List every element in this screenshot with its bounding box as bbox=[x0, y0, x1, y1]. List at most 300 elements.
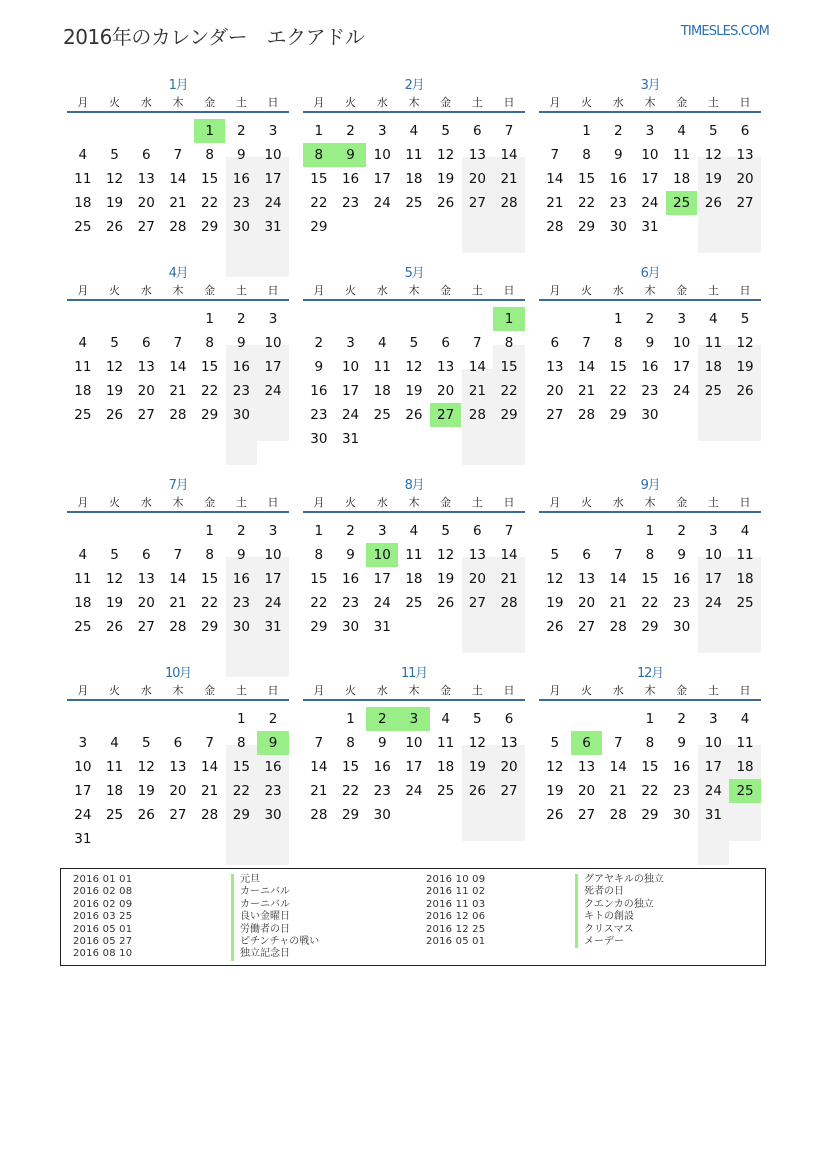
day-cell[interactable]: 8 bbox=[346, 735, 355, 751]
day-cell[interactable]: 12 bbox=[468, 735, 486, 751]
day-cell[interactable]: 17 bbox=[405, 759, 423, 775]
day-cell[interactable]: 15 bbox=[577, 171, 596, 187]
day-cell[interactable]: 2 bbox=[677, 711, 686, 727]
day-cell[interactable]: 2 bbox=[237, 311, 246, 327]
day-cell[interactable]: 13 bbox=[468, 147, 486, 163]
day-cell[interactable]: 27 bbox=[468, 595, 486, 611]
day-cell[interactable]: 12 bbox=[137, 759, 155, 775]
day-cell[interactable]: 11 bbox=[405, 147, 423, 163]
day-cell[interactable]: 16 bbox=[673, 759, 691, 775]
day-cell[interactable]: 6 bbox=[473, 523, 482, 539]
day-cell[interactable]: 1 bbox=[237, 711, 246, 727]
day-cell[interactable]: 20 bbox=[137, 195, 155, 211]
day-cell[interactable]: 6 bbox=[740, 123, 750, 139]
day-cell[interactable]: 16 bbox=[341, 171, 360, 187]
day-cell[interactable]: 22 bbox=[201, 595, 219, 611]
day-cell[interactable]: 17 bbox=[673, 359, 691, 375]
day-cell[interactable]: 26 bbox=[405, 407, 423, 423]
day-cell[interactable]: 14 bbox=[169, 571, 187, 587]
day-cell[interactable]: 29 bbox=[500, 407, 518, 423]
day-cell[interactable]: 2 bbox=[677, 523, 686, 539]
day-cell[interactable]: 26 bbox=[437, 595, 455, 611]
day-cell[interactable]: 15 bbox=[500, 359, 518, 375]
day-cell[interactable]: 18 bbox=[405, 171, 423, 187]
day-cell[interactable]: 19 bbox=[704, 171, 722, 187]
day-cell[interactable]: 11 bbox=[74, 359, 92, 375]
day-cell[interactable]: 13 bbox=[500, 735, 518, 751]
day-cell[interactable]: 7 bbox=[504, 123, 514, 139]
day-cell[interactable]: 22 bbox=[500, 383, 518, 399]
day-cell[interactable]: 8 bbox=[205, 147, 214, 163]
day-cell[interactable]: 19 bbox=[105, 383, 124, 399]
day-cell[interactable]: 10 bbox=[264, 147, 282, 163]
day-cell[interactable]: 21 bbox=[546, 195, 564, 211]
day-cell[interactable]: 18 bbox=[74, 595, 92, 611]
day-cell[interactable]: 15 bbox=[201, 571, 219, 587]
day-cell[interactable]: 30 bbox=[232, 219, 250, 235]
day-cell[interactable]: 3 bbox=[78, 735, 88, 751]
day-cell[interactable]: 27 bbox=[169, 807, 187, 823]
day-cell[interactable]: 12 bbox=[704, 147, 722, 163]
day-cell[interactable]: 15 bbox=[232, 759, 250, 775]
day-cell[interactable]: 25 bbox=[437, 783, 455, 799]
day-cell[interactable]: 7 bbox=[550, 147, 560, 163]
day-cell[interactable]: 15 bbox=[201, 359, 219, 375]
day-cell[interactable]: 1 bbox=[346, 711, 355, 727]
day-cell[interactable]: 1 bbox=[613, 311, 623, 327]
day-cell[interactable]: 3 bbox=[377, 123, 387, 139]
day-cell[interactable]: 6 bbox=[141, 547, 151, 563]
day-cell[interactable]: 10 bbox=[373, 147, 391, 163]
day-cell[interactable]: 26 bbox=[105, 407, 124, 423]
day-cell[interactable]: 23 bbox=[641, 383, 659, 399]
day-cell[interactable]: 22 bbox=[341, 783, 360, 799]
day-cell[interactable]: 14 bbox=[468, 359, 486, 375]
day-cell[interactable]: 19 bbox=[736, 359, 754, 375]
day-cell[interactable]: 10 bbox=[704, 547, 722, 563]
day-cell[interactable]: 3 bbox=[677, 311, 686, 327]
day-cell[interactable]: 16 bbox=[310, 383, 328, 399]
day-cell[interactable]: 13 bbox=[437, 359, 455, 375]
day-cell[interactable]: 2 bbox=[346, 523, 355, 539]
day-cell[interactable]: 27 bbox=[500, 783, 518, 799]
day-cell[interactable]: 30 bbox=[310, 431, 328, 447]
day-cell[interactable]: 12 bbox=[105, 571, 124, 587]
day-cell[interactable]: 8 bbox=[205, 335, 214, 351]
day-cell[interactable]: 28 bbox=[577, 407, 596, 423]
day-cell[interactable]: 13 bbox=[736, 147, 754, 163]
day-cell[interactable]: 12 bbox=[546, 759, 564, 775]
day-cell[interactable]: 23 bbox=[232, 383, 250, 399]
day-cell[interactable]: 28 bbox=[169, 407, 187, 423]
day-cell[interactable]: 14 bbox=[546, 171, 564, 187]
day-cell[interactable]: 17 bbox=[704, 571, 722, 587]
day-cell[interactable]: 10 bbox=[641, 147, 659, 163]
day-cell[interactable]: 22 bbox=[641, 595, 659, 611]
day-cell[interactable]: 7 bbox=[504, 523, 514, 539]
day-cell[interactable]: 22 bbox=[201, 383, 219, 399]
day-cell[interactable]: 22 bbox=[310, 595, 328, 611]
day-cell[interactable]: 26 bbox=[546, 619, 564, 635]
holiday-day-cell[interactable]: 25 bbox=[729, 779, 761, 803]
day-cell[interactable]: 17 bbox=[373, 171, 391, 187]
day-cell[interactable]: 5 bbox=[709, 123, 718, 139]
day-cell[interactable]: 11 bbox=[74, 571, 92, 587]
day-cell[interactable]: 25 bbox=[373, 407, 391, 423]
holiday-day-cell[interactable]: 3 bbox=[398, 707, 430, 731]
day-cell[interactable]: 23 bbox=[232, 195, 250, 211]
day-cell[interactable]: 23 bbox=[310, 407, 328, 423]
day-cell[interactable]: 5 bbox=[550, 547, 560, 563]
day-cell[interactable]: 11 bbox=[74, 171, 92, 187]
day-cell[interactable]: 24 bbox=[373, 195, 391, 211]
day-cell[interactable]: 26 bbox=[105, 619, 124, 635]
day-cell[interactable]: 29 bbox=[310, 619, 328, 635]
day-cell[interactable]: 4 bbox=[78, 547, 88, 563]
day-cell[interactable]: 8 bbox=[237, 735, 246, 751]
day-cell[interactable]: 4 bbox=[441, 711, 450, 727]
day-cell[interactable]: 15 bbox=[201, 171, 219, 187]
day-cell[interactable]: 19 bbox=[105, 595, 124, 611]
day-cell[interactable]: 1 bbox=[314, 123, 324, 139]
day-cell[interactable]: 25 bbox=[105, 807, 124, 823]
day-cell[interactable]: 18 bbox=[704, 359, 722, 375]
day-cell[interactable]: 4 bbox=[110, 735, 119, 751]
day-cell[interactable]: 21 bbox=[169, 195, 187, 211]
day-cell[interactable]: 11 bbox=[373, 359, 391, 375]
day-cell[interactable]: 30 bbox=[264, 807, 282, 823]
day-cell[interactable]: 30 bbox=[609, 219, 627, 235]
day-cell[interactable]: 21 bbox=[577, 383, 596, 399]
day-cell[interactable]: 10 bbox=[405, 735, 423, 751]
day-cell[interactable]: 24 bbox=[704, 595, 722, 611]
day-cell[interactable]: 5 bbox=[441, 123, 450, 139]
day-cell[interactable]: 24 bbox=[264, 383, 282, 399]
day-cell[interactable]: 9 bbox=[677, 735, 686, 751]
day-cell[interactable]: 12 bbox=[105, 171, 124, 187]
day-cell[interactable]: 2 bbox=[237, 123, 246, 139]
day-cell[interactable]: 22 bbox=[232, 783, 250, 799]
day-cell[interactable]: 28 bbox=[169, 619, 187, 635]
day-cell[interactable]: 17 bbox=[74, 783, 92, 799]
day-cell[interactable]: 3 bbox=[268, 311, 278, 327]
day-cell[interactable]: 19 bbox=[437, 171, 455, 187]
day-cell[interactable]: 23 bbox=[264, 783, 282, 799]
day-cell[interactable]: 27 bbox=[137, 619, 155, 635]
day-cell[interactable]: 23 bbox=[341, 595, 360, 611]
day-cell[interactable]: 25 bbox=[704, 383, 722, 399]
day-cell[interactable]: 16 bbox=[232, 571, 250, 587]
day-cell[interactable]: 11 bbox=[437, 735, 455, 751]
day-cell[interactable]: 7 bbox=[613, 547, 623, 563]
day-cell[interactable]: 28 bbox=[169, 219, 187, 235]
day-cell[interactable]: 20 bbox=[169, 783, 187, 799]
day-cell[interactable]: 15 bbox=[341, 759, 360, 775]
day-cell[interactable]: 24 bbox=[373, 595, 391, 611]
day-cell[interactable]: 26 bbox=[546, 807, 564, 823]
day-cell[interactable]: 15 bbox=[609, 359, 627, 375]
day-cell[interactable]: 25 bbox=[405, 595, 423, 611]
day-cell[interactable]: 29 bbox=[201, 619, 219, 635]
day-cell[interactable]: 24 bbox=[641, 195, 659, 211]
day-cell[interactable]: 1 bbox=[314, 523, 324, 539]
day-cell[interactable]: 29 bbox=[310, 219, 328, 235]
day-cell[interactable]: 7 bbox=[314, 735, 324, 751]
day-cell[interactable]: 4 bbox=[709, 311, 718, 327]
day-cell[interactable]: 20 bbox=[137, 383, 155, 399]
day-cell[interactable]: 1 bbox=[205, 523, 214, 539]
day-cell[interactable]: 29 bbox=[609, 407, 627, 423]
day-cell[interactable]: 20 bbox=[577, 595, 596, 611]
day-cell[interactable]: 5 bbox=[550, 735, 560, 751]
day-cell[interactable]: 13 bbox=[137, 571, 155, 587]
day-cell[interactable]: 27 bbox=[468, 195, 486, 211]
day-cell[interactable]: 16 bbox=[641, 359, 659, 375]
day-cell[interactable]: 18 bbox=[74, 383, 92, 399]
day-cell[interactable]: 4 bbox=[409, 523, 419, 539]
day-cell[interactable]: 5 bbox=[141, 735, 151, 751]
day-cell[interactable]: 25 bbox=[74, 619, 92, 635]
day-cell[interactable]: 8 bbox=[582, 147, 591, 163]
day-cell[interactable]: 28 bbox=[500, 595, 518, 611]
day-cell[interactable]: 7 bbox=[473, 335, 482, 351]
day-cell[interactable]: 18 bbox=[373, 383, 391, 399]
day-cell[interactable]: 19 bbox=[105, 195, 124, 211]
day-cell[interactable]: 16 bbox=[673, 571, 691, 587]
day-cell[interactable]: 22 bbox=[609, 383, 627, 399]
day-cell[interactable]: 16 bbox=[264, 759, 282, 775]
day-cell[interactable]: 29 bbox=[341, 807, 360, 823]
day-cell[interactable]: 27 bbox=[736, 195, 754, 211]
day-cell[interactable]: 19 bbox=[546, 783, 564, 799]
day-cell[interactable]: 23 bbox=[373, 783, 391, 799]
day-cell[interactable]: 18 bbox=[405, 571, 423, 587]
day-cell[interactable]: 7 bbox=[582, 335, 591, 351]
day-cell[interactable]: 20 bbox=[468, 571, 486, 587]
day-cell[interactable]: 19 bbox=[137, 783, 155, 799]
day-cell[interactable]: 7 bbox=[173, 547, 183, 563]
day-cell[interactable]: 17 bbox=[704, 759, 722, 775]
day-cell[interactable]: 12 bbox=[736, 335, 754, 351]
day-cell[interactable]: 23 bbox=[232, 595, 250, 611]
day-cell[interactable]: 6 bbox=[441, 335, 450, 351]
day-cell[interactable]: 1 bbox=[645, 711, 655, 727]
day-cell[interactable]: 14 bbox=[169, 359, 187, 375]
day-cell[interactable]: 20 bbox=[546, 383, 564, 399]
day-cell[interactable]: 28 bbox=[310, 807, 328, 823]
day-cell[interactable]: 13 bbox=[137, 359, 155, 375]
day-cell[interactable]: 1 bbox=[645, 523, 655, 539]
day-cell[interactable]: 1 bbox=[205, 311, 214, 327]
day-cell[interactable]: 30 bbox=[232, 407, 250, 423]
day-cell[interactable]: 23 bbox=[609, 195, 627, 211]
day-cell[interactable]: 4 bbox=[740, 711, 750, 727]
day-cell[interactable]: 30 bbox=[641, 407, 659, 423]
day-cell[interactable]: 24 bbox=[264, 595, 282, 611]
day-cell[interactable]: 19 bbox=[405, 383, 423, 399]
day-cell[interactable]: 22 bbox=[310, 195, 328, 211]
day-cell[interactable]: 3 bbox=[709, 523, 718, 539]
day-cell[interactable]: 2 bbox=[346, 123, 355, 139]
day-cell[interactable]: 11 bbox=[405, 547, 423, 563]
site-link[interactable]: TIMESLES.COM bbox=[680, 24, 769, 39]
day-cell[interactable]: 18 bbox=[673, 171, 691, 187]
day-cell[interactable]: 10 bbox=[74, 759, 92, 775]
day-cell[interactable]: 12 bbox=[405, 359, 423, 375]
day-cell[interactable]: 10 bbox=[341, 359, 360, 375]
day-cell[interactable]: 5 bbox=[110, 335, 119, 351]
day-cell[interactable]: 20 bbox=[437, 383, 455, 399]
day-cell[interactable]: 31 bbox=[74, 831, 92, 847]
holiday-day-cell[interactable]: 10 bbox=[366, 543, 398, 567]
day-cell[interactable]: 12 bbox=[105, 359, 124, 375]
day-cell[interactable]: 7 bbox=[613, 735, 623, 751]
day-cell[interactable]: 14 bbox=[609, 571, 627, 587]
day-cell[interactable]: 21 bbox=[609, 595, 627, 611]
day-cell[interactable]: 29 bbox=[201, 219, 219, 235]
holiday-day-cell[interactable]: 8 bbox=[303, 143, 335, 167]
day-cell[interactable]: 21 bbox=[201, 783, 219, 799]
day-cell[interactable]: 27 bbox=[577, 619, 596, 635]
day-cell[interactable]: 5 bbox=[740, 311, 750, 327]
day-cell[interactable]: 27 bbox=[546, 407, 564, 423]
day-cell[interactable]: 18 bbox=[736, 759, 754, 775]
day-cell[interactable]: 7 bbox=[173, 147, 183, 163]
day-cell[interactable]: 20 bbox=[736, 171, 754, 187]
day-cell[interactable]: 4 bbox=[78, 147, 88, 163]
day-cell[interactable]: 9 bbox=[613, 147, 623, 163]
day-cell[interactable]: 6 bbox=[473, 123, 482, 139]
day-cell[interactable]: 27 bbox=[137, 219, 155, 235]
day-cell[interactable]: 10 bbox=[264, 335, 282, 351]
holiday-day-cell[interactable]: 1 bbox=[194, 119, 226, 143]
day-cell[interactable]: 19 bbox=[468, 759, 486, 775]
day-cell[interactable]: 24 bbox=[74, 807, 92, 823]
day-cell[interactable]: 4 bbox=[677, 123, 686, 139]
day-cell[interactable]: 6 bbox=[141, 335, 151, 351]
day-cell[interactable]: 11 bbox=[704, 335, 722, 351]
day-cell[interactable]: 29 bbox=[232, 807, 250, 823]
day-cell[interactable]: 29 bbox=[641, 807, 659, 823]
day-cell[interactable]: 8 bbox=[645, 735, 655, 751]
day-cell[interactable]: 14 bbox=[500, 147, 518, 163]
day-cell[interactable]: 20 bbox=[577, 783, 596, 799]
day-cell[interactable]: 22 bbox=[641, 783, 659, 799]
day-cell[interactable]: 6 bbox=[582, 547, 591, 563]
day-cell[interactable]: 16 bbox=[232, 359, 250, 375]
day-cell[interactable]: 13 bbox=[546, 359, 564, 375]
day-cell[interactable]: 6 bbox=[141, 147, 151, 163]
day-cell[interactable]: 7 bbox=[173, 335, 183, 351]
day-cell[interactable]: 2 bbox=[237, 523, 246, 539]
holiday-day-cell[interactable]: 2 bbox=[366, 707, 398, 731]
day-cell[interactable]: 26 bbox=[437, 195, 455, 211]
day-cell[interactable]: 18 bbox=[105, 783, 124, 799]
day-cell[interactable]: 29 bbox=[201, 407, 219, 423]
day-cell[interactable]: 13 bbox=[577, 571, 596, 587]
day-cell[interactable]: 25 bbox=[74, 219, 92, 235]
day-cell[interactable]: 15 bbox=[310, 571, 328, 587]
day-cell[interactable]: 26 bbox=[105, 219, 124, 235]
day-cell[interactable]: 9 bbox=[645, 335, 655, 351]
holiday-day-cell[interactable]: 25 bbox=[666, 191, 698, 215]
day-cell[interactable]: 6 bbox=[173, 735, 183, 751]
day-cell[interactable]: 18 bbox=[74, 195, 92, 211]
day-cell[interactable]: 5 bbox=[473, 711, 482, 727]
day-cell[interactable]: 16 bbox=[609, 171, 627, 187]
day-cell[interactable]: 4 bbox=[409, 123, 419, 139]
day-cell[interactable]: 2 bbox=[314, 335, 324, 351]
day-cell[interactable]: 13 bbox=[169, 759, 187, 775]
day-cell[interactable]: 31 bbox=[341, 431, 360, 447]
holiday-day-cell[interactable]: 6 bbox=[571, 731, 603, 755]
day-cell[interactable]: 5 bbox=[409, 335, 419, 351]
day-cell[interactable]: 24 bbox=[264, 195, 282, 211]
day-cell[interactable]: 2 bbox=[268, 711, 278, 727]
day-cell[interactable]: 6 bbox=[550, 335, 560, 351]
day-cell[interactable]: 28 bbox=[201, 807, 219, 823]
day-cell[interactable]: 13 bbox=[577, 759, 596, 775]
day-cell[interactable]: 18 bbox=[736, 571, 754, 587]
day-cell[interactable]: 8 bbox=[504, 335, 514, 351]
day-cell[interactable]: 24 bbox=[405, 783, 423, 799]
day-cell[interactable]: 28 bbox=[609, 619, 627, 635]
day-cell[interactable]: 17 bbox=[264, 359, 282, 375]
day-cell[interactable]: 21 bbox=[310, 783, 328, 799]
day-cell[interactable]: 22 bbox=[201, 195, 219, 211]
day-cell[interactable]: 26 bbox=[137, 807, 155, 823]
day-cell[interactable]: 9 bbox=[314, 359, 324, 375]
day-cell[interactable]: 4 bbox=[740, 523, 750, 539]
day-cell[interactable]: 24 bbox=[341, 407, 360, 423]
day-cell[interactable]: 21 bbox=[609, 783, 627, 799]
day-cell[interactable]: 4 bbox=[377, 335, 387, 351]
day-cell[interactable]: 6 bbox=[504, 711, 514, 727]
day-cell[interactable]: 28 bbox=[609, 807, 627, 823]
day-cell[interactable]: 31 bbox=[704, 807, 722, 823]
day-cell[interactable]: 31 bbox=[641, 219, 659, 235]
day-cell[interactable]: 26 bbox=[704, 195, 722, 211]
day-cell[interactable]: 14 bbox=[577, 359, 596, 375]
day-cell[interactable]: 3 bbox=[268, 523, 278, 539]
day-cell[interactable]: 1 bbox=[582, 123, 591, 139]
day-cell[interactable]: 14 bbox=[500, 547, 518, 563]
day-cell[interactable]: 17 bbox=[264, 571, 282, 587]
day-cell[interactable]: 9 bbox=[237, 547, 246, 563]
day-cell[interactable]: 30 bbox=[673, 619, 691, 635]
day-cell[interactable]: 16 bbox=[373, 759, 391, 775]
day-cell[interactable]: 8 bbox=[314, 547, 324, 563]
day-cell[interactable]: 28 bbox=[468, 407, 486, 423]
day-cell[interactable]: 3 bbox=[346, 335, 355, 351]
day-cell[interactable]: 18 bbox=[437, 759, 455, 775]
day-cell[interactable]: 17 bbox=[341, 383, 360, 399]
day-cell[interactable]: 5 bbox=[110, 147, 119, 163]
day-cell[interactable]: 13 bbox=[137, 171, 155, 187]
day-cell[interactable]: 3 bbox=[709, 711, 718, 727]
day-cell[interactable]: 12 bbox=[437, 147, 455, 163]
day-cell[interactable]: 14 bbox=[169, 171, 187, 187]
holiday-day-cell[interactable]: 27 bbox=[430, 403, 462, 427]
day-cell[interactable]: 29 bbox=[577, 219, 596, 235]
day-cell[interactable]: 9 bbox=[346, 547, 355, 563]
day-cell[interactable]: 9 bbox=[237, 335, 246, 351]
day-cell[interactable]: 30 bbox=[373, 807, 391, 823]
day-cell[interactable]: 31 bbox=[264, 219, 282, 235]
day-cell[interactable]: 10 bbox=[264, 547, 282, 563]
day-cell[interactable]: 23 bbox=[341, 195, 360, 211]
day-cell[interactable]: 15 bbox=[641, 571, 659, 587]
